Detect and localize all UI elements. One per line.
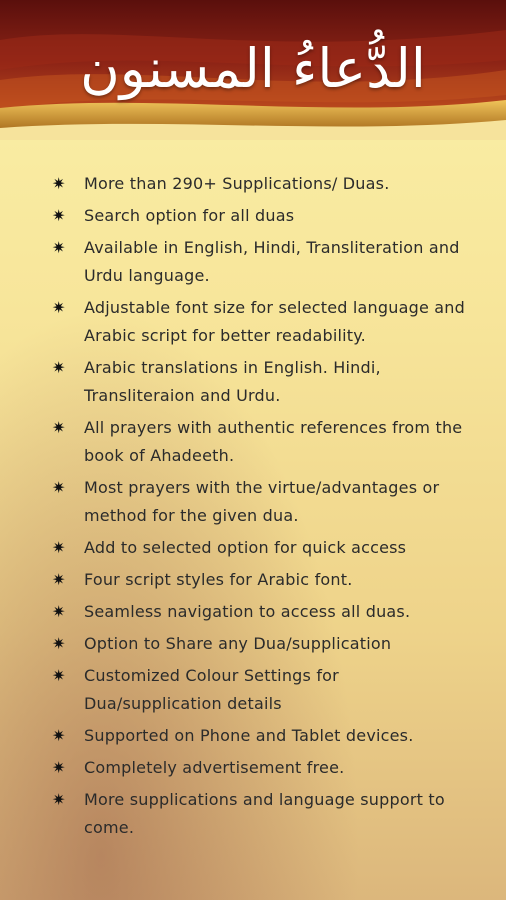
- feature-text: Available in English, Hindi, Transliteration and Urdu language.: [84, 238, 460, 285]
- feature-text: More than 290+ Supplications/ Duas.: [84, 174, 390, 193]
- feature-text: Seamless navigation to access all duas.: [84, 602, 411, 621]
- feature-item: [52, 534, 472, 562]
- feature-item: [52, 754, 472, 782]
- asterisk-bullet-icon: ✷: [52, 570, 66, 589]
- asterisk-bullet-icon: ✷: [52, 790, 66, 809]
- asterisk-bullet-icon: ✷: [52, 602, 66, 621]
- feature-item: [52, 722, 472, 750]
- feature-item: [52, 170, 472, 198]
- asterisk-bullet-icon: ✷: [52, 634, 66, 653]
- feature-item: [52, 630, 472, 658]
- feature-list: [52, 170, 472, 846]
- feature-text: Supported on Phone and Tablet devices.: [84, 726, 414, 745]
- asterisk-bullet-icon: ✷: [52, 298, 66, 317]
- asterisk-bullet-icon: ✷: [52, 358, 66, 377]
- feature-item: [52, 202, 472, 230]
- app-title: الدُّعاءُ المسنون: [80, 36, 426, 100]
- asterisk-bullet-icon: ✷: [52, 206, 66, 225]
- asterisk-bullet-icon: ✷: [52, 758, 66, 777]
- asterisk-bullet-icon: ✷: [52, 538, 66, 557]
- feature-text: Most prayers with the virtue/advantages or method for the given dua.: [84, 478, 440, 525]
- asterisk-bullet-icon: ✷: [52, 666, 66, 685]
- asterisk-bullet-icon: ✷: [52, 726, 66, 745]
- feature-item: [52, 566, 472, 594]
- feature-item: [52, 354, 472, 410]
- header-banner: [0, 0, 506, 140]
- asterisk-bullet-icon: ✷: [52, 478, 66, 497]
- feature-item: [52, 234, 472, 290]
- feature-text: Option to Share any Dua/supplication: [84, 634, 392, 653]
- feature-text: More supplications and language support to come.: [84, 790, 445, 837]
- feature-text: Completely advertisement free.: [84, 758, 345, 777]
- feature-item: [52, 414, 472, 470]
- feature-text: Add to selected option for quick access: [84, 538, 407, 557]
- feature-text: Customized Colour Settings for Dua/supplication details: [84, 666, 339, 713]
- asterisk-bullet-icon: ✷: [52, 238, 66, 257]
- feature-text: All prayers with authentic references from the book of Ahadeeth.: [84, 418, 463, 465]
- asterisk-bullet-icon: ✷: [52, 174, 66, 193]
- feature-text: Arabic translations in English. Hindi, Transliteraion and Urdu.: [84, 358, 381, 405]
- feature-item: [52, 294, 472, 350]
- feature-text: Adjustable font size for selected language and Arabic script for better readability.: [84, 298, 465, 345]
- feature-item: [52, 786, 472, 842]
- feature-item: [52, 598, 472, 626]
- feature-text: Search option for all duas: [84, 206, 295, 225]
- feature-item: [52, 662, 472, 718]
- feature-item: [52, 474, 472, 530]
- asterisk-bullet-icon: ✷: [52, 418, 66, 437]
- feature-text: Four script styles for Arabic font.: [84, 570, 353, 589]
